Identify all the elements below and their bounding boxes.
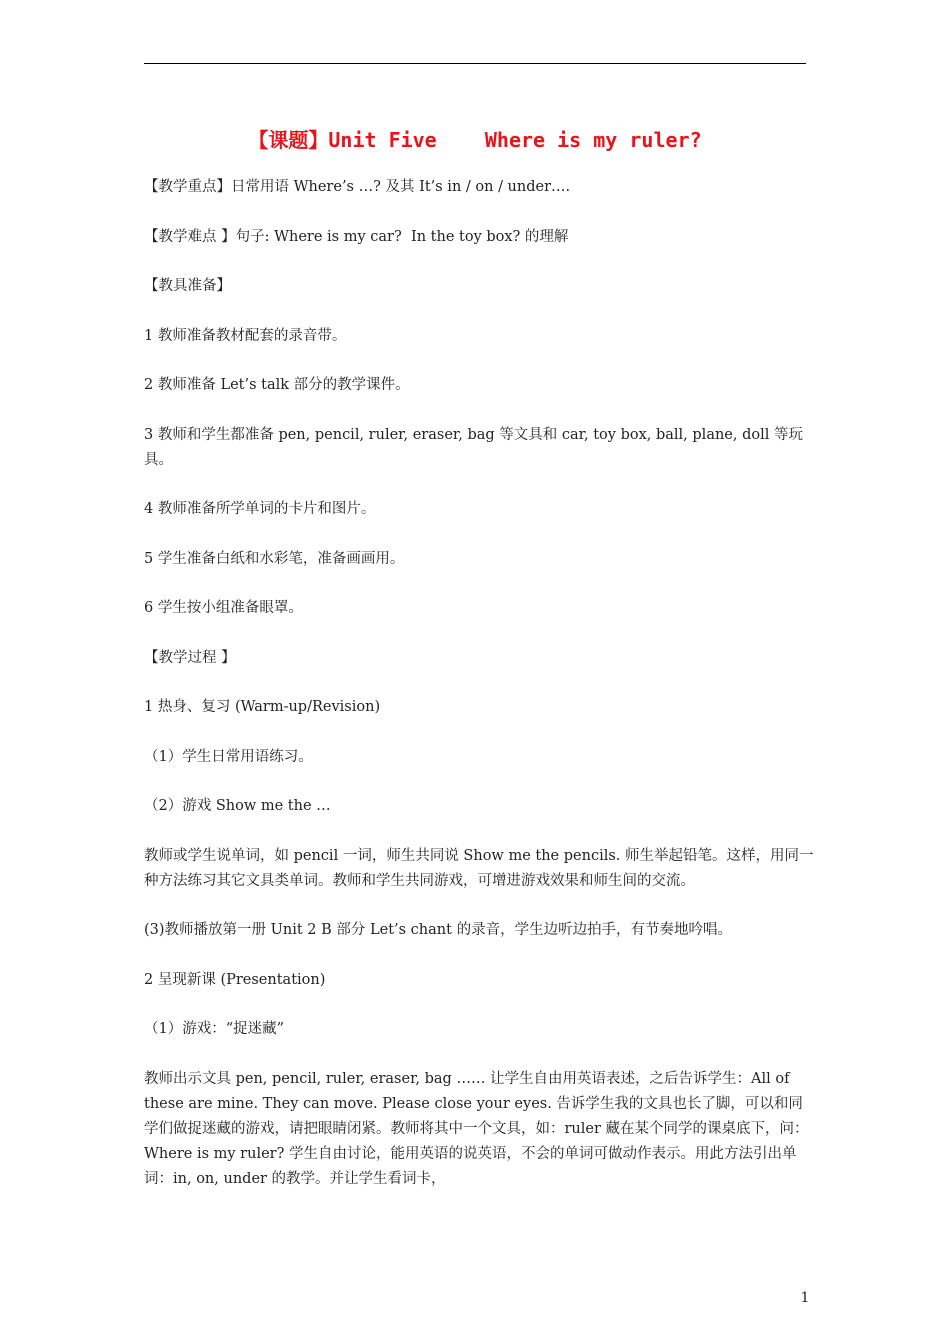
materials-item: 1 教师准备教材配套的录音带。 — [144, 327, 347, 344]
document-body — [144, 175, 816, 1192]
materials-item: 4 教师准备所学单词的卡片和图片。 — [144, 501, 376, 517]
lesson-title: 【课题】Unit Five Where is my ruler? — [248, 128, 702, 152]
sub-step: (3)教师播放第一册 Unit 2 B 部分 Let’s chant 的录音，学生边听边拍手，有节奏地吟唱。 — [144, 922, 733, 938]
materials-item: 3 教师和学生都准备 pen, pencil, ruler, eraser, bag 等文具和 car, toy box, ball, plane, doll 等玩具。 — [144, 426, 803, 468]
step-heading: 1 热身、复习 (Warm-up/Revision) — [144, 699, 381, 715]
process-heading: 【教学过程 】 — [144, 649, 236, 666]
sub-step: （1）学生日常用语练习。 — [144, 748, 313, 765]
sub-step: （1）游戏：“捉迷藏” — [144, 1021, 285, 1037]
difficulties: 【教学难点 】句子: Where is my car? In the toy box? 的理解 — [144, 228, 569, 245]
header-rule — [144, 63, 806, 64]
materials-item: 2 教师准备 Let’s talk 部分的教学课件。 — [144, 377, 410, 393]
materials-heading: 【教具准备】 — [144, 278, 231, 294]
sub-step: （2）游戏 Show me the … — [144, 798, 331, 814]
step-description: 教师或学生说单词，如 pencil 一词，师生共同说 Show me the pencils. 师生举起铅笔。这样，用同一种方法练习其它文具类单词。教师和学生共同游戏，可增进游戏效果和师生间的交流。 — [144, 847, 814, 889]
page-number: 1 — [800, 1290, 810, 1306]
materials-item: 5 学生准备白纸和水彩笔，准备画画用。 — [144, 550, 405, 567]
materials-item: 6 学生按小组准备眼罩。 — [144, 600, 303, 616]
key-points: 【教学重点】日常用语 Where’s …? 及其 It’s in / on / under…. — [144, 179, 571, 195]
step-description: 教师出示文具 pen, pencil, ruler, eraser, bag …… 让学生自由用英语表述，之后告诉学生：All of these are mine. They can move. Please close your eyes. 告诉学生我的文具也长了脚，可以和同学们做捉迷藏的游戏，请把眼睛闭紧。教师将其中一个文具，如：ruler 藏在某个同学的课桌底下，问：Where is my ruler? 学生自由讨论，能用英语的说英语，不会的单词可做动作表示。用此方法引出单词：in, on, under 的教学。并让学生看词卡， — [144, 1070, 809, 1187]
step-heading: 2 呈现新课 (Presentation) — [144, 971, 326, 988]
